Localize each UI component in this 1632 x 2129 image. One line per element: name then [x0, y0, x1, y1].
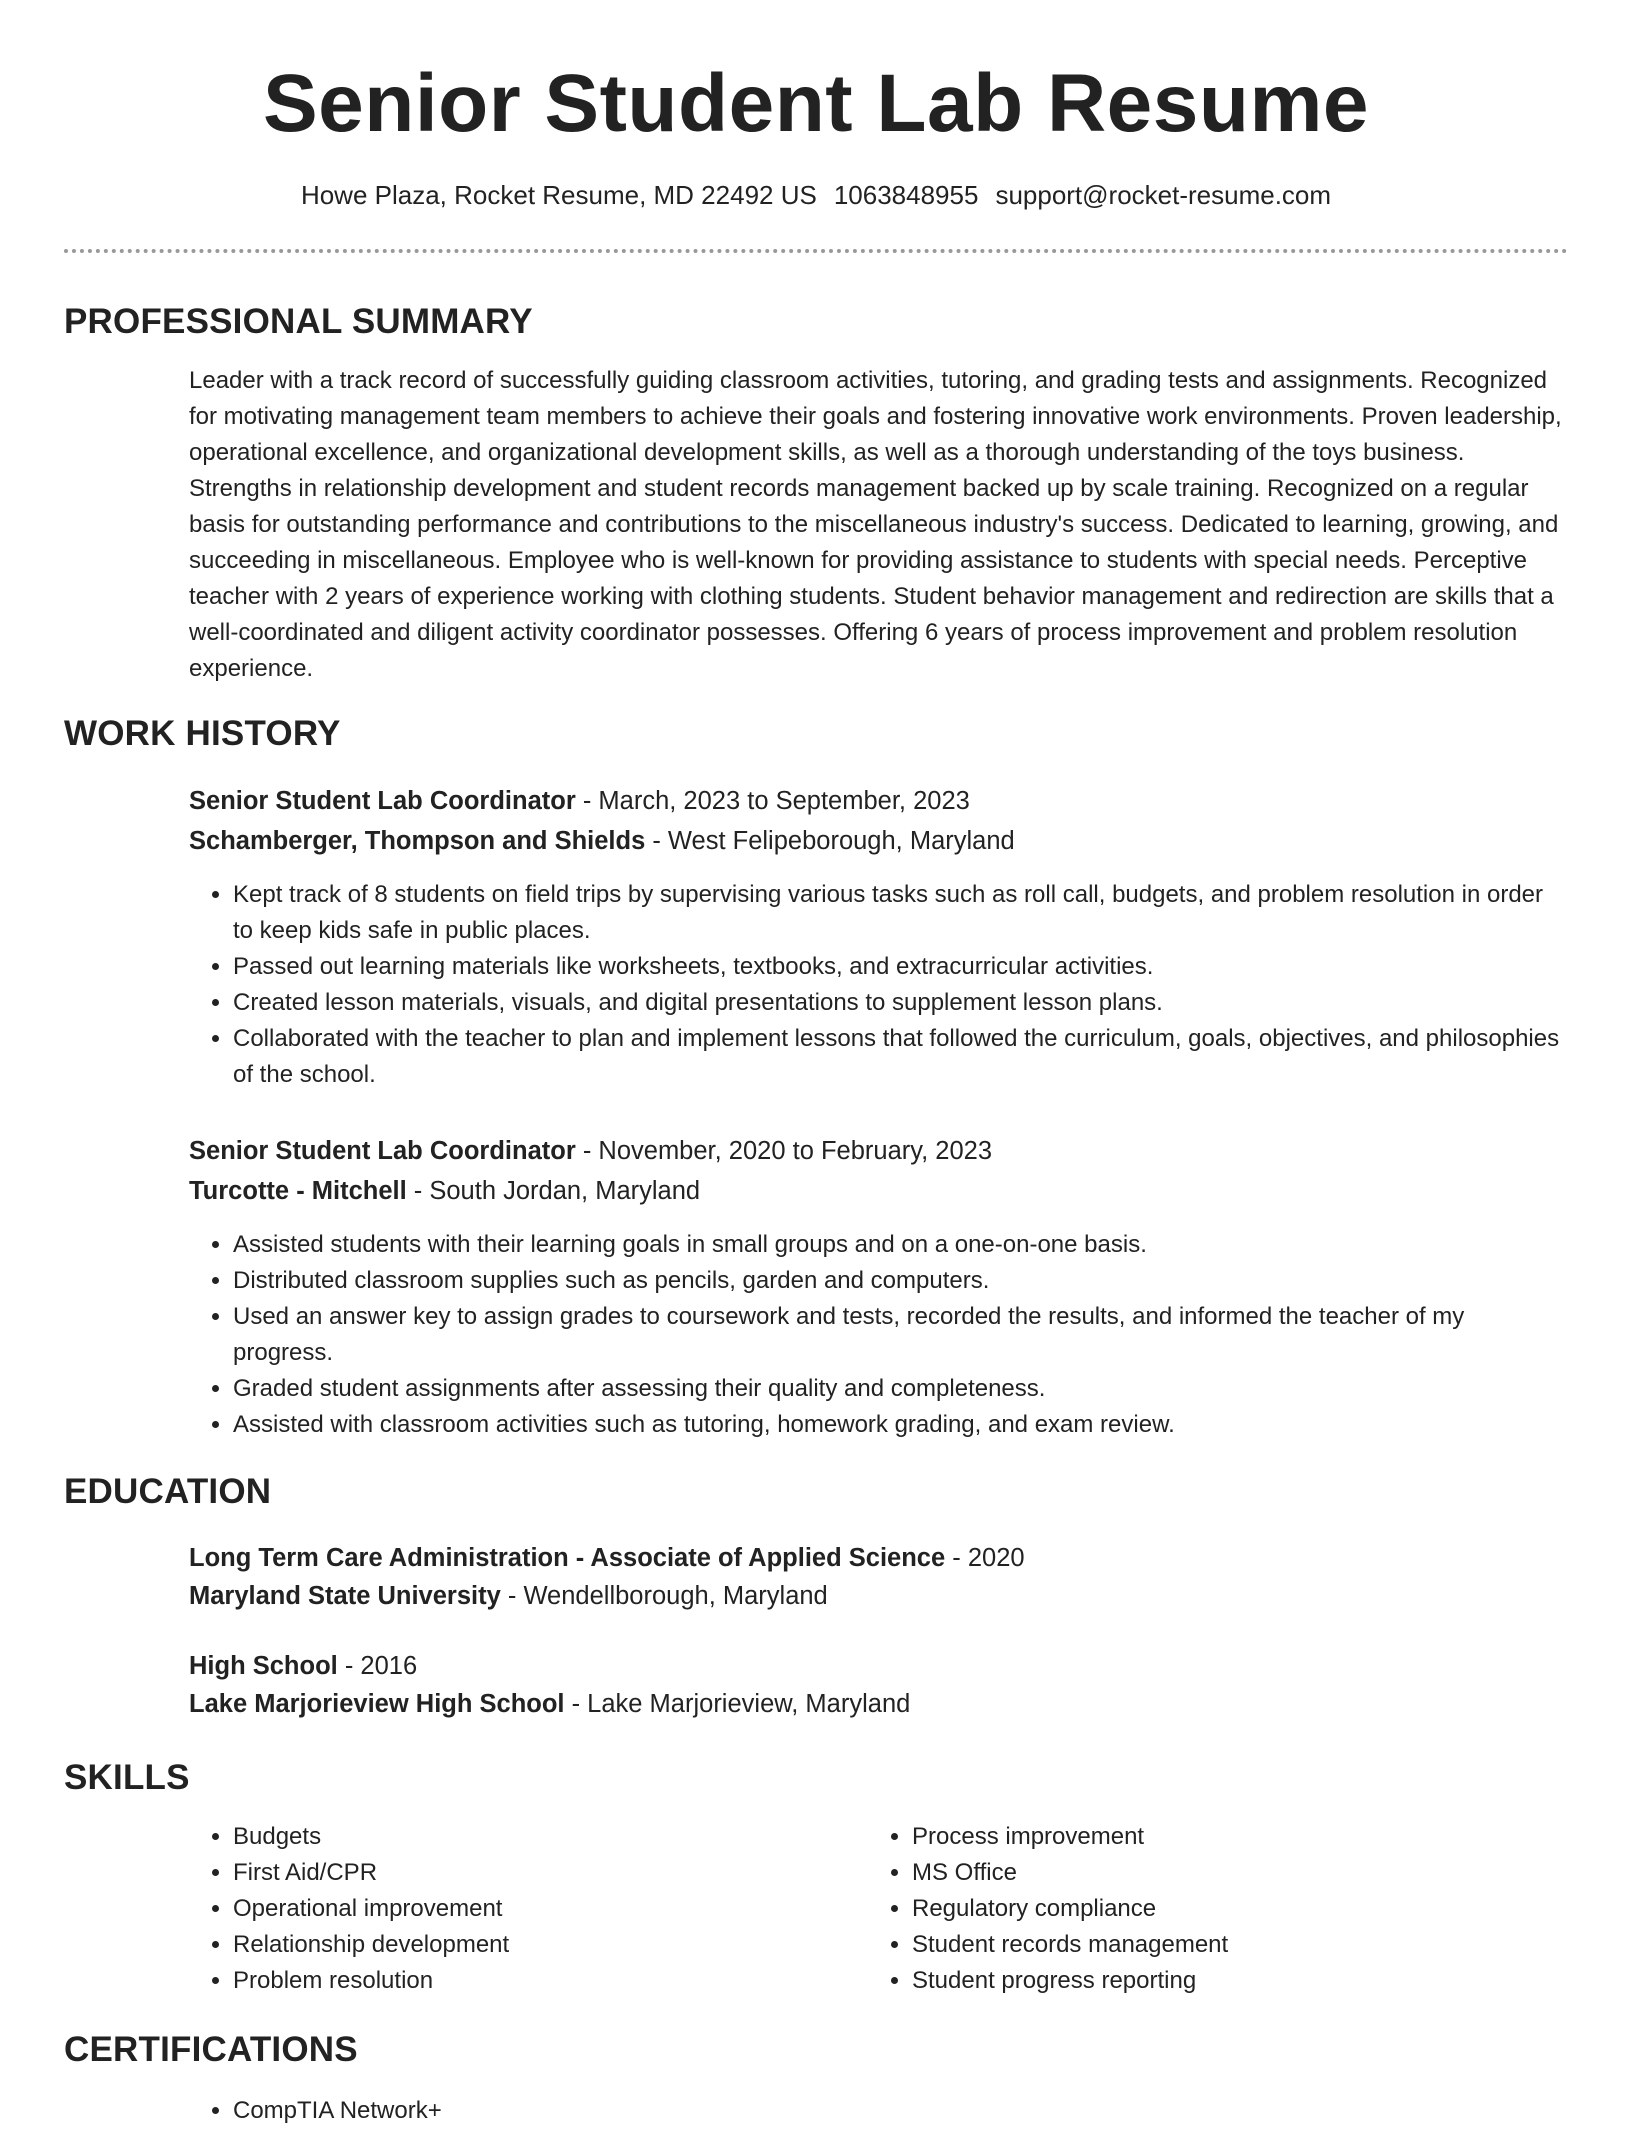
degree-year: - 2016	[337, 1652, 418, 1680]
job-role: Senior Student Lab Coordinator	[189, 1137, 576, 1165]
job-company: Turcotte - Mitchell	[189, 1177, 407, 1205]
certifications-list	[189, 2093, 1568, 2129]
skill-item: • Process improvement	[912, 1819, 1228, 1855]
job-entry	[189, 1131, 1568, 1443]
degree: Long Term Care Administration - Associate of Applied Science	[189, 1544, 946, 1572]
school-location: - Wendellborough, Maryland	[500, 1582, 828, 1610]
job-entry	[189, 781, 1568, 1093]
skill-item: • MS Office	[912, 1855, 1228, 1891]
skill-item: • Operational improvement	[233, 1891, 868, 1927]
skill-item: • Problem resolution	[233, 1963, 868, 1999]
resume-header	[0, 0, 1632, 212]
job-bullet: • Distributed classroom supplies such as pencils, garden and computers.	[233, 1263, 1568, 1299]
education-heading: EDUCATION	[64, 1472, 272, 1511]
skills-list	[189, 1819, 1568, 1999]
summary-text: Leader with a track record of successfully guiding classroom activities, tutoring, and grading tests and assignments. Recognized for motivating management team members to achieve their goals and fostering innovative work environments. Proven leadership, operational excellence, and organizational development skills, as well as a thorough understanding of the toys business. Strengths in relationship development and student records management backed up by scale training. Recognized on a regular basis for outstanding performance and contributions to the miscellaneous industry's success. Dedicated to learning, growing, and succeeding in miscellaneous. Employee who is well-known for providing assistance to students with special needs. Perceptive teacher with 2 years of experience working with clothing students. Student behavior management and redirection are skills that a well-coordinated and diligent activity coordinator possesses. Offering 6 years of process improvement and problem resolution experience.	[189, 367, 1562, 682]
resume-name: Senior Student Lab Resume	[262, 58, 1369, 149]
job-dates: - November, 2020 to February, 2023	[575, 1137, 993, 1165]
school-location: - Lake Marjorieview, Maryland	[564, 1690, 911, 1718]
skill-item: • Regulatory compliance	[912, 1891, 1228, 1927]
job-role-line	[189, 1131, 1568, 1171]
certification-item: • CompTIA Network+	[233, 2093, 1568, 2129]
contact-address: Howe Plaza, Rocket Resume, MD 22492 US	[300, 180, 817, 210]
school-line	[189, 1685, 1568, 1723]
contact-email: support@rocket-resume.com	[995, 180, 1332, 210]
job-role: Senior Student Lab Coordinator	[189, 787, 576, 815]
header-divider	[64, 249, 1568, 253]
skills-heading: SKILLS	[64, 1758, 190, 1797]
job-bullets	[189, 877, 1568, 1093]
job-bullet: • Passed out learning materials like worksheets, textbooks, and extracurricular activities.	[233, 949, 1568, 985]
skill-item: • Budgets	[233, 1819, 868, 1855]
education	[189, 1539, 1568, 1723]
skills-column-left	[189, 1819, 868, 1999]
skill-item: • First Aid/CPR	[233, 1855, 868, 1891]
education-entry	[189, 1647, 1568, 1723]
job-bullet: • Assisted students with their learning goals in small groups and on a one-on-one basis.	[233, 1227, 1568, 1263]
job-company-line	[189, 821, 1568, 861]
job-location: - South Jordan, Maryland	[406, 1177, 701, 1205]
degree-line	[189, 1539, 1568, 1577]
certifications-heading: CERTIFICATIONS	[64, 2030, 358, 2069]
certifications	[189, 2093, 1568, 2129]
job-bullet: • Used an answer key to assign grades to coursework and tests, recorded the results, and informed the teacher of my progress.	[233, 1299, 1568, 1371]
skill-item: • Student progress reporting	[912, 1963, 1228, 1999]
work-history	[189, 781, 1568, 1443]
skill-item: • Relationship development	[233, 1927, 868, 1963]
job-bullet: • Collaborated with the teacher to plan and implement lessons that followed the curriculum, goals, objectives, and philosophies of the school.	[233, 1021, 1568, 1093]
school-line	[189, 1577, 1568, 1615]
skill-item: • Student records management	[912, 1927, 1228, 1963]
degree: High School	[189, 1652, 338, 1680]
job-company-line	[189, 1171, 1568, 1211]
education-entry	[189, 1539, 1568, 1615]
job-bullets	[189, 1227, 1568, 1443]
job-bullet: • Created lesson materials, visuals, and digital presentations to supplement lesson plans.	[233, 985, 1568, 1021]
work-history-heading: WORK HISTORY	[64, 714, 341, 753]
school: Lake Marjorieview High School	[189, 1690, 565, 1718]
job-company: Schamberger, Thompson and Shields	[189, 827, 646, 855]
job-role-line	[189, 781, 1568, 821]
contact-phone: 1063848955	[833, 180, 979, 210]
job-bullet: • Graded student assignments after assessing their quality and completeness.	[233, 1371, 1568, 1407]
job-location: - West Felipeborough, Maryland	[645, 827, 1015, 855]
job-bullet: • Kept track of 8 students on field trips by supervising various tasks such as roll call, budgets, and problem resolution in order to keep kids safe in public places.	[233, 877, 1568, 949]
job-dates: - March, 2023 to September, 2023	[575, 787, 970, 815]
job-bullet: • Assisted with classroom activities such as tutoring, homework grading, and exam review.	[233, 1407, 1568, 1443]
degree-line	[189, 1647, 1568, 1685]
skills-column-right	[868, 1819, 1228, 1999]
degree-year: - 2020	[945, 1544, 1025, 1572]
school: Maryland State University	[189, 1582, 501, 1610]
contact-line	[0, 178, 1632, 212]
summary-heading: PROFESSIONAL SUMMARY	[64, 302, 533, 341]
